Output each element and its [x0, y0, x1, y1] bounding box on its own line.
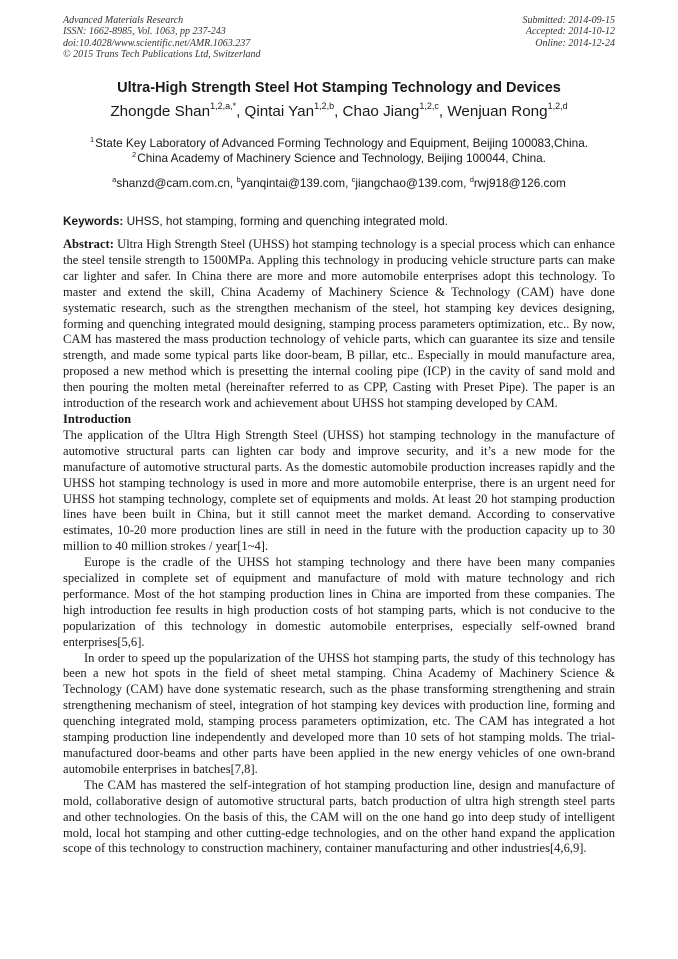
author: Wenjuan Rong$^{1,2,d}$ — [447, 101, 568, 120]
journal-issn: ISSN: 1662-8985, Vol. 1063, pp 237-243 — [63, 26, 226, 38]
header-right — [523, 15, 616, 49]
keywords-label: Keywords: — [63, 214, 124, 228]
author: Zhongde Shan$^{1,2,a,*}$, — [110, 101, 245, 120]
header-left — [63, 15, 261, 61]
accepted-date: Accepted: 2014-10-12 — [525, 26, 615, 38]
email-link[interactable]: $^b$yanqintai@139.com, — [236, 175, 352, 190]
email-link[interactable]: $^a$shanzd@cam.com.cn, — [112, 175, 237, 190]
submitted-date: Submitted: 2014-09-15 — [522, 15, 615, 26]
body-paragraph: The application of the Ultra High Strength Steel (UHSS) hot stamping technology in the manufacture of automotive structural parts can lighten car body and improve security, and it’s a new mode for the manufacture of automotive structural parts. As the domestic automobile production increases rapidly and the UHSS hot stamping technology is used in more and more automobile enterprise, there is an urgent need for UHSS hot stamping technology, complete set of equipments and molds. At least 20 hot stamping production lines have been built in China, but it still cannot meet the market demand. According to conservative estimates, 10-20 more production lines are still in need in the future with the production capacity up to 30 million to 40 million strokes / year[1~4]. — [63, 427, 615, 554]
author-list — [0, 103, 678, 120]
section-heading-introduction: Introduction — [63, 411, 132, 426]
paper-body — [63, 237, 615, 857]
keywords-line — [63, 214, 623, 228]
affiliation-1: $^1$State Key Laboratory of Advanced Forming Technology and Equipment, Beijing 100083,China. — [89, 135, 589, 150]
author-emails — [0, 176, 678, 190]
abstract-label: Abstract: — [63, 237, 114, 251]
email-link[interactable]: $^c$jiangchao@139.com, — [351, 175, 470, 190]
journal-header — [63, 15, 615, 63]
paper-title: Ultra-High Strength Steel Hot Stamping Technology and Devices — [117, 80, 561, 96]
abstract-paragraph: Abstract: Ultra High Strength Steel (UHSS) hot stamping technology is a special process which can enhance the steel tensile strength to 1500MPa. Appling this technology in producing vehicle structure parts can make car lighter and safer. In China there are more and more automobile enterprises adopt this technology. To master and extend the skill, China Academy of Machinery Science & Technology (CAM) have done systematic research, such as the strengthen mechanism of the steel, hot stamping key devices designing, forming and quenching integrated mould designing, stamping process parameters optimization, etc.. By now, CAM has mastered the mass production technology of vehicle parts, which can guarantee its size and tensile strength, and made some typical parts like door-beam, B pillar, etc.. Especially in mould manufacture area, proposed a new method which is presetting the internal cooling pipe (ICP) in the cavity of sand mold and then pouring the molten metal (hereinafter referred to as CPP, Casting with Preset Pipe). The paper is an introduction of the research work and achievement about UHSS hot stamping developed by CAM. — [63, 237, 615, 411]
online-date: Online: 2014-12-24 — [535, 37, 615, 49]
article-doi[interactable]: doi:10.4028/www.scientific.net/AMR.1063.237 — [63, 37, 251, 49]
body-paragraph: In order to speed up the popularization of the UHSS hot stamping parts, the study of this technology has been a new hot spots in the field of sheet metal stamping. China Academy of Machinery Science & Technology (CAM) have done systematic research, such as the phase transforming strengthening and strain strengthening mechanism of steel, integration of hot stamping key devices with production line, forming and quenching integrated mold, stamping process parameters optimization, etc. The CAM has integrated a hot stamping production line independently and developed more than 10 sets of hot stamping molds. The trial-manufactured door-beams and other parts have been applied in the new energy vehicles of one own-brand automobile enterprises in batches[7,8]. — [63, 650, 615, 776]
body-paragraph: The CAM has mastered the self-integration of hot stamping production line, design and manufacture of mold, collaborative design of automotive structural parts, batch production of ultra high strength steel parts and other technologies. On the basis of this, the CAM will on the one hand go into deep study of intelligent mold, local hot stamping and other cutting-edge technologies, and on the other hand expand the application scope of this technology to construction machinery, container manufacturing and other industries[4,6,9]. — [63, 777, 615, 856]
author: Chao Jiang$^{1,2,c}$, — [342, 101, 448, 120]
affiliation-2: $^2$China Academy of Machinery Science and Technology, Beijing 100044, China. — [132, 150, 546, 165]
copyright-notice: © 2015 Trans Tech Publications Ltd, Switzerland — [63, 49, 261, 61]
keywords-text: UHSS, hot stamping, forming and quenching integrated mold. — [123, 214, 448, 228]
journal-name: Advanced Materials Research — [63, 15, 184, 26]
body-paragraph: Europe is the cradle of the UHSS hot stamping technology and there have been many companies specialized in complete set of equipment and manufacture of mold with mature technology and rich performance. Most of the hot stamping production lines in China are imported from these companies. The high introduction fee results in high production costs of hot stamping parts, which is not conducive to the popularization of this technology in domestic automobile enterprises, especially self-owned brand enterprises[5,6]. — [63, 555, 615, 649]
email-link[interactable]: $^d$rwj918@126.com — [469, 175, 566, 190]
author: Qintai Yan$^{1,2,b}$, — [244, 101, 343, 120]
